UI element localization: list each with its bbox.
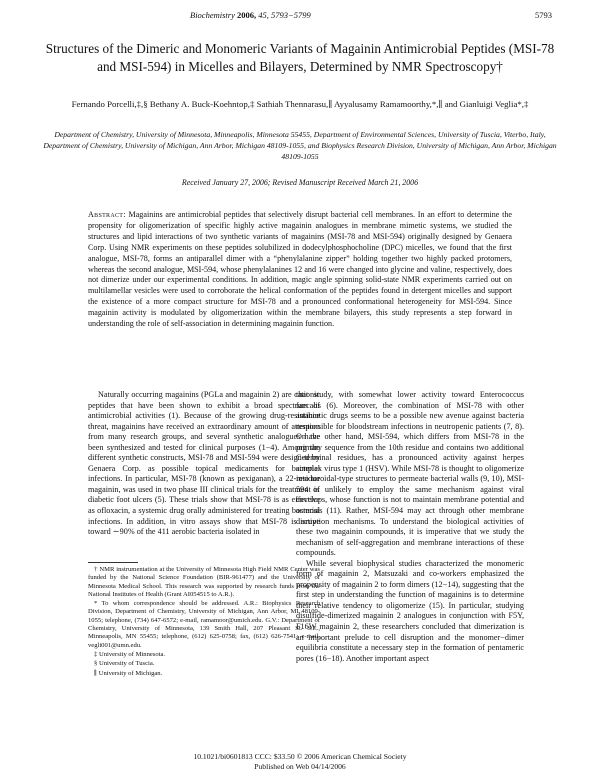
journal-volume: 45, xyxy=(258,10,269,20)
author-list: Fernando Porcelli,‡,§ Bethany A. Buck-Koehntop,‡ Sathiah Thennarasu,∥ Ayyalusamy Ramamoorthy,*,∥ and Gianluigi Veglia*,‡ xyxy=(71,99,529,109)
journal-citation xyxy=(190,10,311,20)
footnotes xyxy=(88,566,320,679)
body-paragraph: Naturally occurring magainins (PGLa and magainin 2) are cationic peptides that have been shown to exhibit a broad spectrum of antimicrobial activities (1). Because of the growing drug-resistance threat, magainins have received an extraordinary amount of attention from many research groups, and several synthetic analogues have been synthesized and tested for clinical purposes (1−4). Among the different synthetic constructs, MSI-78 and MSI-594 were designed by Genaera Corp. as possible topical medicaments for bacterial infections. In particular, MSI-78 (known as pexiganan), a 22-residue magainin, was used in two phase III clinical trials for the treatment of diabetic foot ulcers (5). These trials show that MSI-78 is as effective as ofloxacin, a systemic drug orally administered for treating bacterial infections. In addition, in vitro assays show that MSI-78 is active toward ∼90% of the 411 aerobic bacteria isolated in xyxy=(88,390,320,537)
footnote-affil-tuscia: § University of Tuscia. xyxy=(94,660,155,668)
body-column-left xyxy=(88,390,320,538)
journal-name: Biochemistry xyxy=(190,10,235,20)
page-number: 5793 xyxy=(535,10,552,20)
published-date: Published on Web 04/14/2006 xyxy=(254,762,346,771)
body-column-right xyxy=(296,390,524,664)
footnote-affil-michigan: ∥ University of Michigan. xyxy=(94,669,163,677)
received-dates: Received January 27, 2006; Revised Manuscript Received March 21, 2006 xyxy=(181,178,419,187)
footnote-divider xyxy=(88,562,138,563)
footnote-affil-minnesota: ‡ University of Minnesota. xyxy=(94,650,166,658)
affiliations: Department of Chemistry, University of Minnesota, Minneapolis, Minnesota 55455, Department of Environmental Sciences, University of Tuscia, Viterbo, Italy, Department of Chemistry, University of Michigan, Ann Arbor, Michigan 48109-1055, and Biophysics Research Division, University of Michigan, Ann Arbor, Michigan 48109-1055 xyxy=(43,130,557,161)
footnote-funding: † NMR instrumentation at the University of Minnesota High Field NMR Center was funded by the National Science Foundation (BIR-961477) and the University of Minnesota Medical School. This research was supported by research funds from the National Institutes of Health (Grant AI054515 to A.R.). xyxy=(88,566,320,598)
abstract-text: Magainins are antimicrobial peptides that selectively disrupt bacterial cell membranes. In an effort to determine the propensity for oligomerization of specific highly active magainin analogues in membrane mimetic systems, we studied the structures and lipid interactions of two synthetic variants of magainins (MSI-78 and MSI-594) originally designed by Genaera Corp. Using NMR experiments on these peptides solubilized in dodecylphosphocholine (DPC) micelles, we found that the first analogue, MSI-78, forms an antiparallel dimer with a “phenylalanine zipper” holding together two highly packed protomers, whereas the second analogue, MSI-594, whose phenylalanines 12 and 16 were changed into glycine and valine, respectively, does not dimerize under our experimental conditions. In addition, magic angle spinning solid-state NMR experiments carried out on multilamellar vesicles were used to corroborate the helical conformation of the peptides found in detergent micelles and support the existence of a more compact structure for MSI-78 and a pronounced conformational heterogeneity for MSI-594. Since magainin activity is modulated by oligomerization within the membrane bilayers, this study represents a step forward in understanding the role of self-association in determining magainin function. xyxy=(88,210,512,329)
footnote-correspondence: * To whom correspondence should be addressed. A.R.: Biophysics Research Division, Department of Chemistry, University of Michigan, Ann Arbor, MI 48109-1055; telephone, (734) 647-6572; e-mail, ramamoor@umich.edu. G.V.: Department of Chemistry, University of Minnesota, 139 Smith Hall, 207 Pleasant St. S.E., Minneapolis, MN 55455; telephone, (612) 625-0758; fax, (612) 626-7541; e-mail, vegli001@umn.edu. xyxy=(88,600,320,649)
abstract xyxy=(88,210,512,330)
body-paragraph: While several biophysical studies characterized the monomeric form of magainin 2, Matsuzaki and co-workers emphasized the propensity of magainin 2 to form dimers (12−14), suggesting that the first step in understanding the function of magainins is to determine their relative tendency to oligomerize (15). In particular, studying disulfide-dimerized magainin 2 analogues in conjunction with F5Y, F16W magainin 2, these researchers concluded that dimerization is an important prelude to cell disruption and the monomer−dimer equilibria constitute a necessary step in the formation of pentameric pores (16−18). Another important aspect xyxy=(296,558,524,663)
body-paragraph: that study, with somewhat lower activity toward Enterococcus faecalis (6). Moreover, the combination of MSI-78 with other antibiotic drugs seems to be a possible new avenue against bacteria responsible for bloodstream infections in neutropenic patients (7, 8). On the other hand, MSI-594, which differs from MSI-78 in the primary sequence from the 10th residue and contains two additional C-terminal residues, has a pronounced activity against herpes simplex virus type 1 (HSV). While MSI-78 is thought to oligomerize into toroidal-type structures to permeate bacterial walls (9, 10), MSI-594 is unlikely to employ the same mechanism against viral envelops, whose function is not to maintain membrane potential and osmosis (11). Rather, MSI-594 may act through other membrane disruption mechanisms. To understand the biological activities of these two magainin compounds, it is imperative that we study the mechanism of self-aggregation and membrane interactions of these compounds. xyxy=(296,390,524,558)
journal-year: 2006, xyxy=(236,10,257,20)
abstract-label: Abstract: xyxy=(88,210,126,219)
journal-pages: 5793−5799 xyxy=(270,10,311,20)
paper-title: Structures of the Dimeric and Monomeric Variants of Magainin Antimicrobial Peptides (MSI-78 and MSI-594) in Micelles and Bilayers, Determined by NMR Spectroscopy† xyxy=(45,41,555,74)
doi-line: 10.1021/bi0601813 CCC: $33.50 © 2006 American Chemical Society xyxy=(193,752,407,761)
